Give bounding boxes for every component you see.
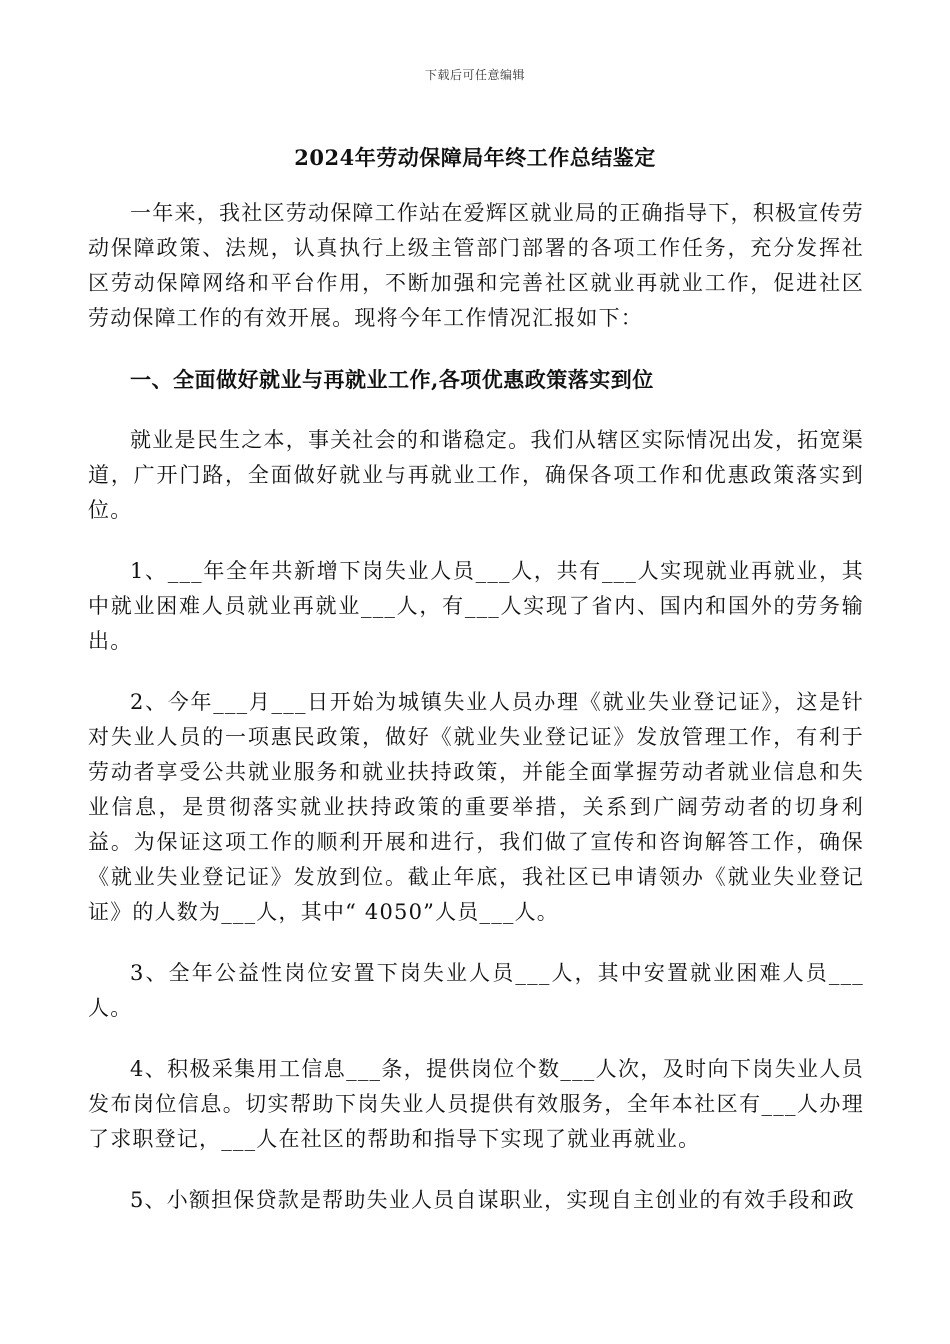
intro-paragraph: 一年来，我社区劳动保障工作站在爱辉区就业局的正确指导下，积极宣传劳动保障政策、法规，认真执行上级主管部门部署的各项工作任务，充分发挥社区劳动保障网络和平台作用，不断加强和完善社区就业再就业工作，促进社区劳动保障工作的有效开展。现将今年工作情况汇报如下： — [88, 201, 864, 330]
item-paragraph-3: 3、全年公益性岗位安置下岗失业人员___人，其中安置就业困难人员___人。 — [88, 961, 864, 1020]
item-paragraph-2: 2、今年___月___日开始为城镇失业人员办理《就业失业登记证》，这是针对失业人员的一项惠民政策，做好《就业失业登记证》发放管理工作，有利于劳动者享受公共就业服务和就业扶持政策，并能全面掌握劳动者就业信息和失业信息，是贯彻落实就业扶持政策的重要举措，关系到广阔劳动者的切身利益。为保证这项工作的顺利开展和进行，我们做了宣传和咨询解答工作，确保《就业失业登记证》发放到位。截止年底，我社区已申请领办《就业失业登记证》的人数为___人，其中“ 4050”人员___人。 — [88, 690, 864, 924]
section-intro-paragraph: 就业是民生之本，事关社会的和谐稳定。我们从辖区实际情况出发，拓宽渠道，广开门路，全面做好就业与再就业工作，确保各项工作和优惠政策落实到位。 — [88, 428, 864, 522]
document-body — [88, 196, 864, 1218]
document-title: 2024年劳动保障局年终工作总结鉴定 — [294, 145, 656, 170]
item-paragraph-5: 5、小额担保贷款是帮助失业人员自谋职业，实现自主创业的有效手段和政 — [130, 1188, 855, 1212]
section-heading: 一、全面做好就业与再就业工作,各项优惠政策落实到位 — [130, 367, 654, 392]
item-paragraph-4: 4、积极采集用工信息___条，提供岗位个数___人次，及时向下岗失业人员发布岗位信息。切实帮助下岗失业人员提供有效服务，全年本社区有___人办理了求职登记，___人在社区的帮助和指导下实现了就业再就业。 — [88, 1057, 864, 1151]
item-paragraph-1: 1、___年全年共新增下岗失业人员___人，共有___人实现就业再就业，其中就业困难人员就业再就业___人，有___人实现了省内、国内和国外的劳务输出。 — [88, 559, 864, 653]
page-header: 下载后可任意编辑 — [424, 68, 525, 82]
